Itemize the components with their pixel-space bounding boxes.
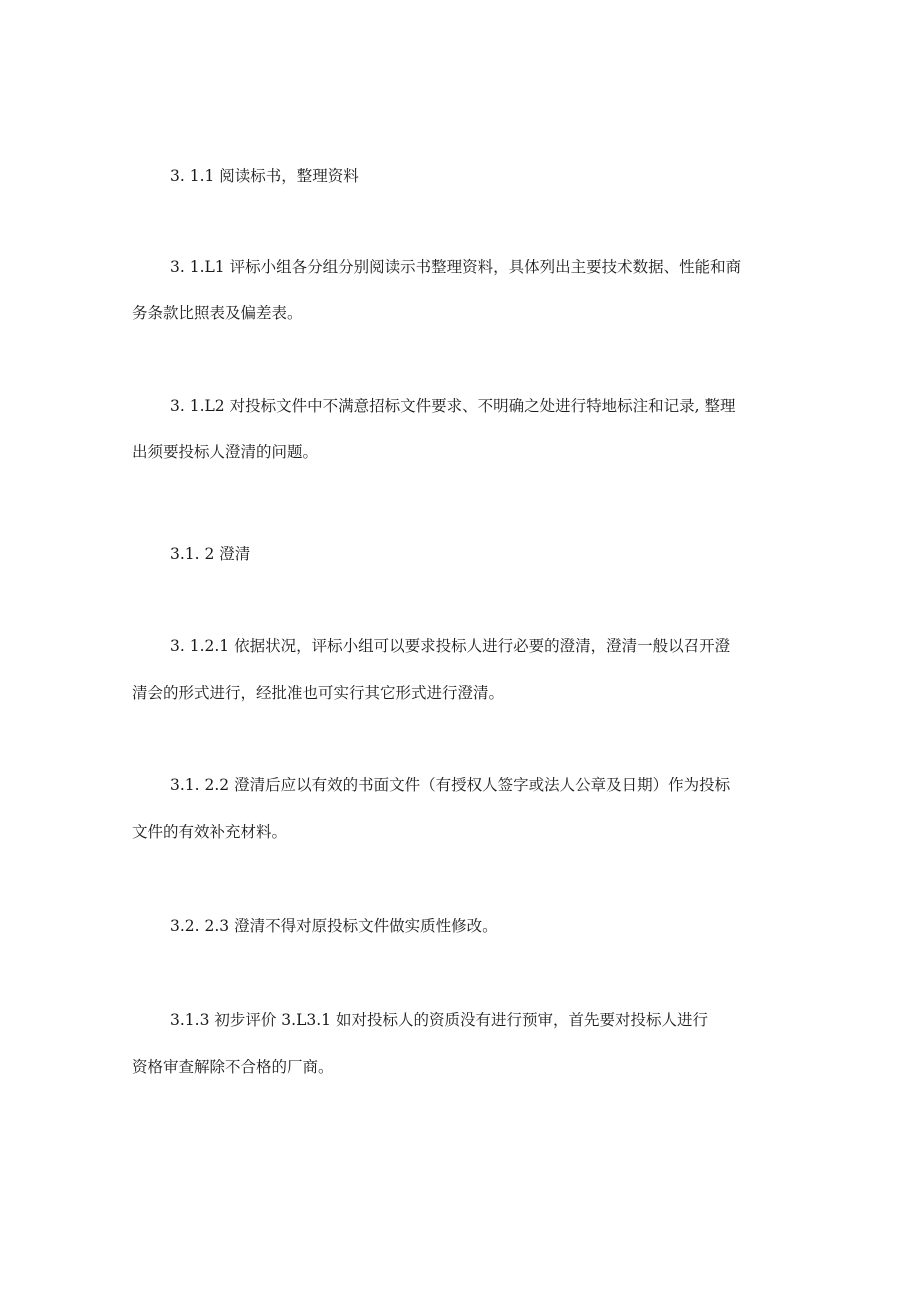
paragraph-3-1-2-1-line-1: 3. 1.2.1 依据状况，评标小组可以要求投标人进行必要的澄清，澄清一般以召开澄 — [170, 637, 731, 655]
paragraph-3-1-1-1-line-1: 3. 1.L1 评标小组各分组分别阅读示书整理资料，具体列出主要技术数据、性能和商 — [170, 258, 742, 276]
paragraph-3-1-2-1-line-2: 清会的形式进行，经批准也可实行其它形式进行澄清。 — [132, 684, 505, 702]
heading-3-1-2: 3.1. 2 澄清 — [170, 545, 251, 563]
paragraph-3-1-1-2-line-1: 3. 1.L2 对投标文件中不满意招标文件要求、不明确之处进行特地标注和记录, 整理 — [170, 397, 736, 415]
heading-3-1-1: 3. 1.1 阅读标书，整理资料 — [170, 167, 359, 185]
paragraph-3-1-2-2-line-2: 文件的有效补充材料。 — [132, 823, 288, 841]
paragraph-3-1-3-line-2: 资格审查解除不合格的厂商。 — [132, 1058, 334, 1076]
paragraph-3-1-2-2-line-1: 3.1. 2.2 澄清后应以有效的书面文件（有授权人签字或法人公章及日期）作为投标 — [170, 776, 731, 794]
paragraph-3-1-2-3: 3.2. 2.3 澄清不得对原投标文件做实质性修改。 — [170, 917, 498, 935]
paragraph-3-1-1-2-line-2: 出须要投标人澄清的问题。 — [132, 443, 319, 461]
paragraph-3-1-1-1-line-2: 务条款比照表及偏差表。 — [132, 304, 303, 322]
paragraph-3-1-3-line-1: 3.1.3 初步评价 3.L3.1 如对投标人的资质没有进行预审，首先要对投标人进行 — [170, 1011, 708, 1029]
